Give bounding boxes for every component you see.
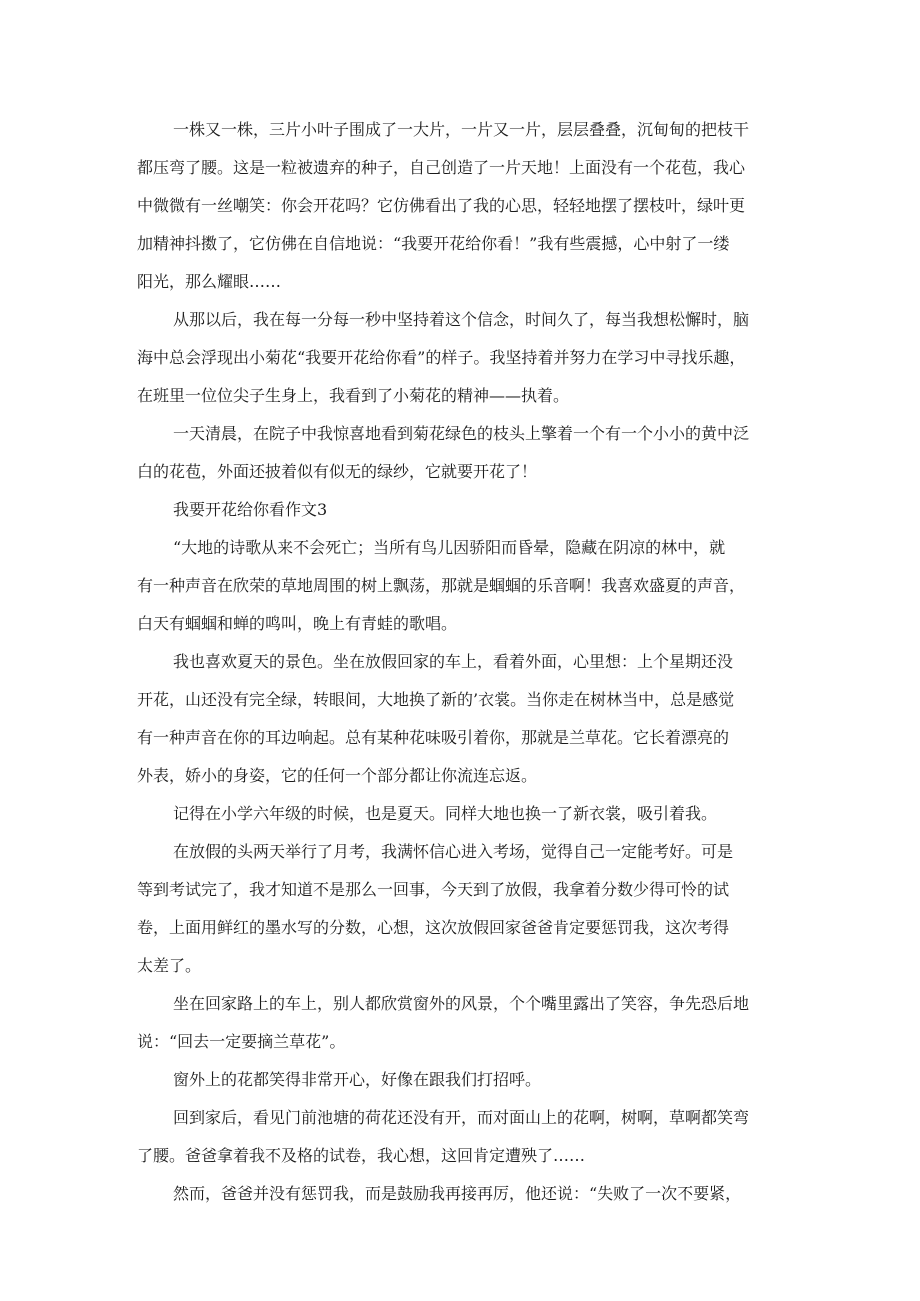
text-line: 加精神抖擞了，它仿佛在自信地说：“我要开花给你看！”我有些震撼，心中射了一缕	[137, 234, 730, 253]
text-line: 一天清晨，在院子中我惊喜地看到菊花绿色的枝头上擎着一个有一个小小的黄中泛	[173, 424, 750, 443]
section-title: 我要开花给你看作文3	[173, 500, 328, 519]
text-line: 卷，上面用鲜红的墨水写的分数，心想，这次放假回家爸爸肯定要惩罚我，这次考得	[137, 918, 730, 937]
text-line: 从那以后，我在每一分每一秒中坚持着这个信念，时间久了，每当我想松懈时，脑	[173, 310, 750, 329]
text-line: 窗外上的花都笑得非常开心，好像在跟我们打招呼。	[173, 1070, 542, 1089]
text-line: 阳光，那么耀眼……	[137, 272, 282, 291]
text-line: 在班里一位位尖子生身上，我看到了小菊花的精神——执着。	[137, 386, 570, 405]
text-line: 说：“回去一定要摘兰草花”。	[137, 1032, 346, 1051]
text-line: 了腰。爸爸拿着我不及格的试卷，我心想，这回肯定遭殃了……	[137, 1146, 586, 1165]
text-line: 太差了。	[137, 956, 202, 975]
text-line: 白的花苞，外面还披着似有似无的绿纱，它就要开花了！	[137, 462, 538, 481]
text-line: 有一种声音在你的耳边响起。总有某种花味吸引着你，那就是兰草花。它长着漂亮的	[137, 728, 730, 747]
text-line: 然而，爸爸并没有惩罚我，而是鼓励我再接再厉，他还说：“失败了一次不要紧，	[173, 1184, 742, 1203]
text-line: 有一种声音在欣荣的草地周围的树上飘荡，那就是蝈蝈的乐音啊！我喜欢盛夏的声音，	[137, 576, 746, 595]
text-line: 外表，娇小的身姿，它的任何一个部分都让你流连忘返。	[137, 766, 538, 785]
text-line: 海中总会浮现出小菊花“我要开花给你看”的样子。我坚持着并努力在学习中寻找乐趣，	[137, 348, 746, 367]
text-line: 一株又一株，三片小叶子围成了一大片，一片又一片，层层叠叠，沉甸甸的把枝干	[173, 120, 750, 139]
text-line: 在放假的头两天举行了月考，我满怀信心进入考场，觉得自己一定能考好。可是	[173, 842, 734, 861]
text-line: 等到考试完了，我才知道不是那么一回事，今天到了放假，我拿着分数少得可怜的试	[137, 880, 730, 899]
text-line: 白天有蝈蝈和蝉的鸣叫，晚上有青蛙的歌唱。	[137, 614, 458, 633]
text-line: 中微微有一丝嘲笑：你会开花吗？它仿佛看出了我的心思，轻轻地摆了摆枝叶，绿叶更	[137, 196, 746, 215]
text-line: 我也喜欢夏天的景色。坐在放假回家的车上，看着外面，心里想：上个星期还没	[173, 652, 734, 671]
text-line: 回到家后，看见门前池塘的荷花还没有开，而对面山上的花啊，树啊，草啊都笑弯	[173, 1108, 750, 1127]
text-line: “大地的诗歌从来不会死亡；当所有鸟儿因骄阳而昏晕，隐藏在阴凉的林中，就	[173, 538, 726, 557]
text-line: 都压弯了腰。这是一粒被遗弃的种子，自己创造了一片天地！上面没有一个花苞，我心	[137, 158, 746, 177]
text-line: 记得在小学六年级的时候，也是夏天。同样大地也换一了新衣裳，吸引着我。	[173, 804, 718, 823]
text-line: 开花，山还没有完全绿，转眼间，大地换了新的’衣裳。当你走在树林当中，总是感觉	[137, 690, 735, 709]
text-line: 坐在回家路上的车上，别人都欣赏窗外的风景，个个嘴里露出了笑容，争先恐后地	[173, 994, 750, 1013]
